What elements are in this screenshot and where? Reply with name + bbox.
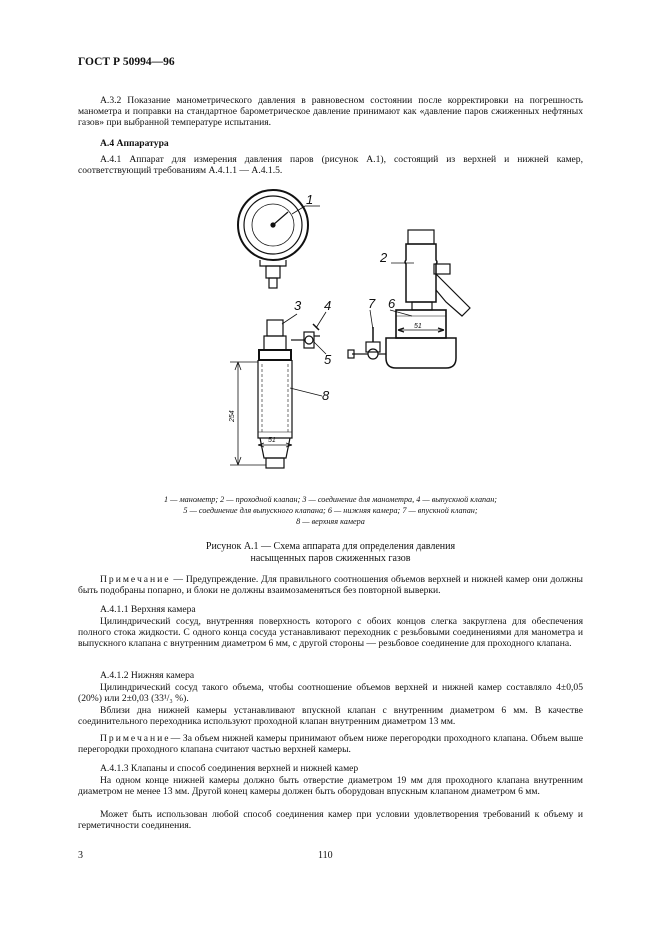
heading-a4: А.4 Аппаратура <box>100 138 169 149</box>
callout-2: 2 <box>380 250 388 265</box>
paragraph-a412: Цилиндрический сосуд такого объема, чтобы соотношение объемов верхней и нижней камер составляло 4±0,05 (20%) или 2±0,03 (33¹/₃ %). <box>78 682 583 705</box>
heading-a412: А.4.1.2 Нижняя камера <box>100 670 195 681</box>
page-number-left: 3 <box>78 850 83 861</box>
callout-4: 4 <box>324 298 332 313</box>
figure-a1 <box>200 182 500 482</box>
callout-7: 7 <box>368 296 376 311</box>
heading-a413: А.4.1.3 Клапаны и способ соединения верхней и нижней камер <box>100 763 359 774</box>
callout-1: 1 <box>306 192 314 207</box>
dimension-51-lower-label: 51 <box>414 323 422 330</box>
note-1-label: Примечание <box>100 574 171 585</box>
callout-5: 5 <box>324 352 332 367</box>
paragraph-a411: Цилиндрический сосуд, внутренняя поверхность которого с обоих концов слегка закруглена для обеспечения полного стока жидкости. С одного конца сосуда устанавливают переходник с резьбовыми соединениями для манометра и выпускного клапана с внутренним диаметром 6 мм, с другой стороны — резьбовое соединение для проходного клапана. <box>78 616 583 650</box>
figure-legend-line1: 1 — манометр; 2 — проходной клапан; 3 — соединение для манометра, 4 — выпускной клапан; <box>163 495 498 504</box>
figure-legend-line3: 8 — верхняя камера <box>296 517 365 526</box>
page-header: ГОСТ Р 50994—96 <box>78 56 175 68</box>
figure-caption-line2: насыщенных паров сжиженных газов <box>250 553 411 564</box>
figure-caption-line1: Рисунок А.1 — Схема аппарата для определения давления <box>205 541 456 552</box>
paragraph-a41: А.4.1 Аппарат для измерения давления паров (рисунок А.1), состоящий из верхней и нижней камер, соответствующий требованиям А.4.1.1 — А.4.1.5. <box>78 154 583 177</box>
figure-legend-line2: 5 — соединение для выпускного клапана; 6 — нижняя камера; 7 — впускной клапан; <box>183 506 478 515</box>
note-2 <box>78 733 583 755</box>
page-number-center: 110 <box>318 850 333 861</box>
lower-chamber-drawing <box>348 230 470 368</box>
heading-a411: А.4.1.1 Верхняя камера <box>100 604 196 615</box>
paragraph-a413-2: Может быть использован любой способ соединения камер при условии удовлетворения требований к объему и герметичности соединения. <box>78 809 583 832</box>
dimension-254-label: 254 <box>229 410 236 422</box>
note-2-text: — За объем нижней камеры принимают объем ниже перегородки проходного клапана. Объем выше перегородки проходного клапана считают частью верхней камеры. <box>78 733 583 756</box>
callout-6: 6 <box>388 296 396 311</box>
dimension-254 <box>230 362 292 465</box>
paragraph-a412-2: Вблизи дна нижней камеры устанавливают впускной клапан с внутренним диаметром 6 мм. В качестве соединительного переходника используют проходной клапан внутренним диаметром 13 мм. <box>78 705 583 728</box>
figure-caption <box>78 541 583 565</box>
callout-8: 8 <box>322 388 330 403</box>
manometer-drawing <box>238 190 308 288</box>
callout-3: 3 <box>294 298 302 313</box>
paragraph-a413: На одном конце нижней камеры должно быть отверстие диаметром 19 мм для проходного клапана внутренним диаметром не менее 13 мм. Другой конец камеры должен быть оборудован впускным клапаном диаметром 6 мм. <box>78 775 583 798</box>
paragraph-a32: А.3.2 Показание манометрического давления в равновесном состоянии после корректировки на погрешность манометра и поправки на стандартное барометрическое давление принимают как «давление паров сжиженных нефтяных газов» при выбранной температуре испытания. <box>78 95 583 129</box>
note-2-label: Примечание <box>100 733 171 744</box>
note-1 <box>78 574 583 596</box>
note-1-text: — Предупреждение. Для правильного соотношения объемов верхней и нижней камер они должны быть подобраны попарно, и блоки не должны взаимозаменяться без повторной выверки. <box>78 574 583 597</box>
dimension-51-upper-label: 51 <box>268 437 276 444</box>
